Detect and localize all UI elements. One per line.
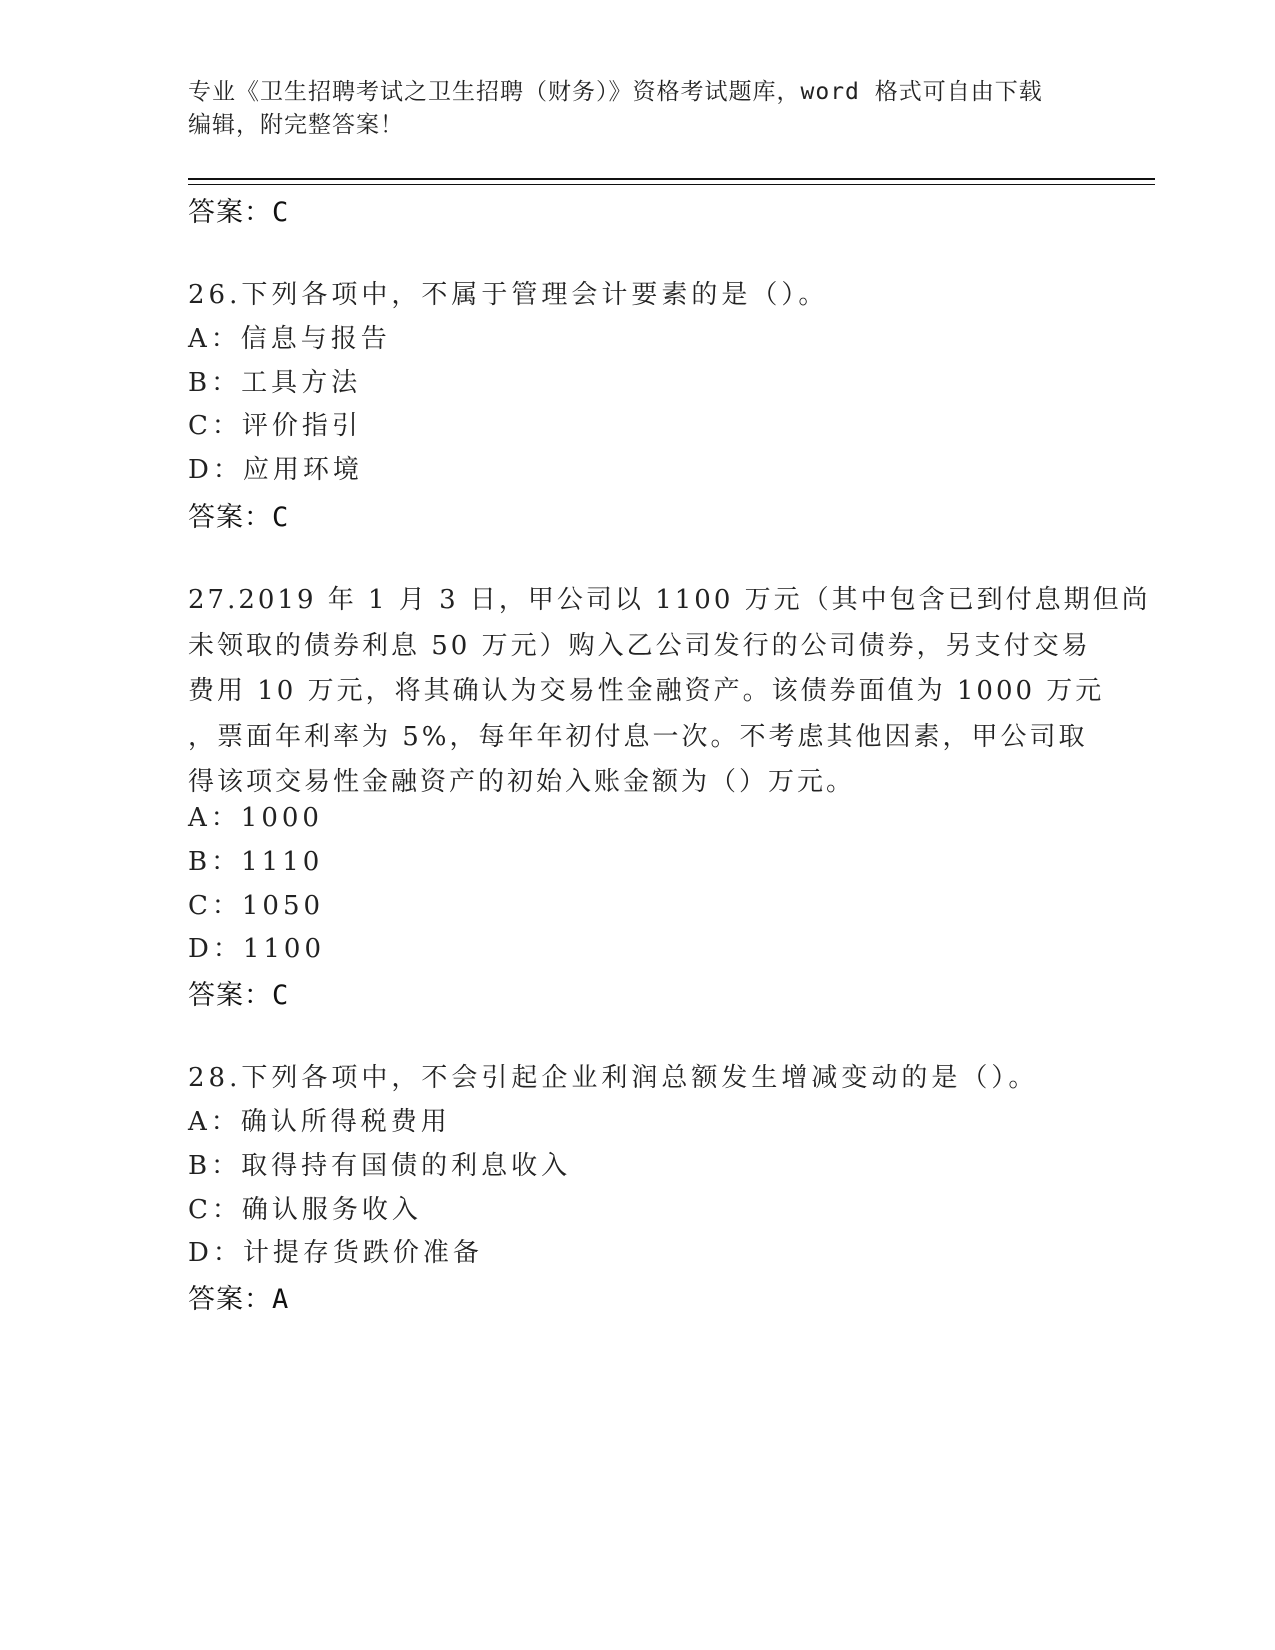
question-27-option-b: B：1110 bbox=[188, 847, 324, 877]
question-26-option-b: B：工具方法 bbox=[188, 368, 362, 398]
question-26-option-d: D：应用环境 bbox=[188, 455, 363, 485]
document-header bbox=[188, 76, 1088, 142]
question-26-option-c: C：评价指引 bbox=[188, 411, 362, 441]
question-28-stem: 28.下列各项中，不会引起企业利润总额发生增减变动的是（）。 bbox=[188, 1063, 1039, 1093]
question-27-stem-line-3: 费用 10 万元，将其确认为交易性金融资产。该债券面值为 1000 万元 bbox=[188, 676, 1105, 706]
question-28-answer: 答案：A bbox=[188, 1284, 290, 1315]
question-27-stem-line-2: 未领取的债券利息 50 万元）购入乙公司发行的公司债券，另支付交易 bbox=[188, 630, 1091, 661]
question-26-option-a: A：信息与报告 bbox=[188, 324, 391, 354]
question-27-answer: 答案：C bbox=[188, 980, 290, 1011]
question-27-stem-line-1: 27.2019 年 1 月 3 日，甲公司以 1100 万元（其中包含已到付息期但尚 bbox=[188, 585, 1151, 615]
question-27-stem-line-4: ，票面年利率为 5%，每年年初付息一次。不考虑其他因素，甲公司取 bbox=[188, 721, 1088, 752]
question-28-option-c: C：确认服务收入 bbox=[188, 1195, 422, 1225]
question-28-option-b: B：取得持有国债的利息收入 bbox=[188, 1151, 572, 1181]
question-27-option-c: C：1050 bbox=[188, 891, 325, 921]
question-27-option-d: D：1100 bbox=[188, 934, 326, 964]
header-line-1: 专业《卫生招聘考试之卫生招聘（财务）》资格考试题库，word 格式可自由下载 bbox=[188, 79, 1043, 105]
header-divider-thick bbox=[188, 178, 1155, 180]
header-divider-thin bbox=[188, 184, 1155, 185]
question-27-stem-line-5: 得该项交易性金融资产的初始入账金额为（）万元。 bbox=[188, 767, 856, 797]
question-28-option-a: A：确认所得税费用 bbox=[188, 1107, 451, 1137]
question-26-answer: 答案：C bbox=[188, 502, 290, 533]
question-27-option-a: A：1000 bbox=[188, 803, 323, 833]
question-27-stem bbox=[188, 578, 1151, 806]
question-28-option-d: D：计提存货跌价准备 bbox=[188, 1238, 483, 1268]
question-26-stem: 26.下列各项中，不属于管理会计要素的是（）。 bbox=[188, 280, 829, 310]
header-line-2: 编辑，附完整答案！ bbox=[188, 112, 404, 138]
previous-answer: 答案：C bbox=[188, 197, 290, 228]
